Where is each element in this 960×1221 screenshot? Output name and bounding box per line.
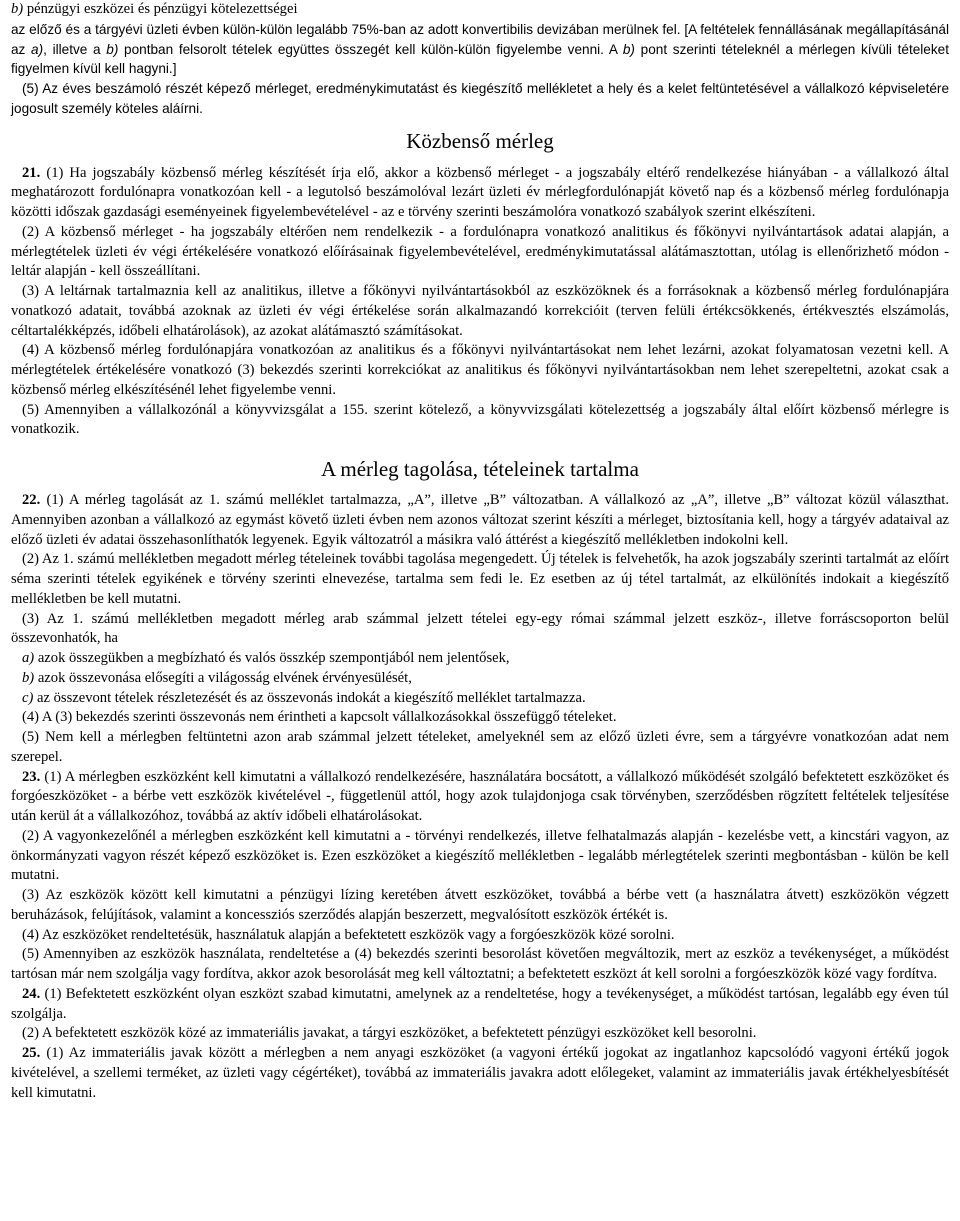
paragraph-signature: (5) Az éves beszámoló részét képező mérleget, eredménykimutatást és kiegészítő mellékletet a hely és a kelet feltüntetésével a vállalkozó képviseletére jogosult személy köteles aláírni.	[11, 81, 949, 116]
section-21-paragraph-5: (5) Amennyiben a vállalkozónál a könyvvizsgálat a 155. szerint kötelező, a könyvvizsgálati kötelezettség a jogszabály által előírt közbenső mérlegre is vonatkozik.	[11, 401, 949, 438]
item-marker: a)	[22, 650, 35, 666]
item-marker: c)	[22, 689, 34, 706]
section-23-paragraph-2: (2) A vagyonkezelőnél a mérlegben eszközként kell kimutatni a - törvényi rendelkezés, illetve felhatalmazás alapján - kezelésbe vett, a kincstári vagyon, az önkormányzati vagyon részét képező eszközöket is. Ezen eszközöket a kiegészítő mellékletben - legalább mérlegtételek szerinti megbontásban - külön be kell mutatni.	[11, 827, 949, 884]
section-21-paragraph-3: (3) A leltárnak tartalmaznia kell az analitikus, illetve a főkönyvi nyilvántartásokból az eszközöknek és a forrásoknak a közbenső mérleg fordulónapjára vonatkozó adatait, továbbá azoknak az üzleti év végi értékelése során alkalmazandó korrekcióit (terven felüli értékcsökkenés, értékvesztés elszámolás, céltartalékképzés, időbeli elhatárolások), az azokat alátámasztó számításokat.	[11, 283, 949, 339]
section-heading-kozbenso-merleg: Közbenső mérleg	[406, 128, 554, 153]
section-number: 22.	[22, 492, 41, 508]
list-item-a: a) azok összegükben a megbízható és valós összkép szempontjából nem jelentősek,	[22, 650, 510, 666]
item-marker: b)	[11, 1, 24, 17]
section-24-paragraph-2: (2) A befektetett eszközök közé az immateriális javakat, a tárgyi eszközöket, a befektetett pénzügyi eszközöket kell besorolni.	[22, 1025, 757, 1042]
section-22-paragraph-2: (2) Az 1. számú mellékletben megadott mérleg tételeinek további tagolása megengedett. Új tételek is felvehetők, ha azok jogszabály szerinti tartalmát az előírt séma szerinti tételek egyikének e törvény szerinti elnevezése, tartalma sem fedi le. Ez esetben az új tétel tartalmát, az elkülönítés indokait a kiegészítő mellékletben be kell mutatni.	[11, 551, 949, 607]
section-22-paragraph-3: (3) Az 1. számú mellékletben megadott mérleg arab számmal jelzett tételei egy-egy római számmal jelzett eszköz-, illetve forráscsoporton belül összevonhatók, ha	[11, 610, 949, 647]
section-heading-merleg-tagolasa: A mérleg tagolása, tételeinek tartalma	[321, 457, 639, 481]
item-marker: b)	[22, 669, 35, 686]
paragraph-condition: az előző és a tárgyévi üzleti évben külön-külön legalább 75%-ban az adott konvertibilis devizában merülnek fel. [A feltételek fennállásának megállapításánál az a), illetve a b) pontban felsorolt tételek együttes összegét kell külön-külön figyelembe venni. A b) pont szerinti tételeknél a mérlegen kívüli tételeket figyelmen kívül kell hagyni.]	[11, 21, 949, 77]
section-21-paragraph-4: (4) A közbenső mérleg fordulónapjára vonatkozóan az analitikus és a főkönyvi nyilvántartásokat nem lehet lezárni, azokat folyamatosan vezetni kell. A mérlegtételek értékelésére vonatkozó (3) bekezdés szerinti korrekciókat az analitikus és főkönyvi nyilvántartásokban nem lehet szerepeltetni, azokat csak a közbenső mérleg elkészítésénél lehet figyelembe venni.	[11, 342, 949, 398]
section-24-paragraph-1: 24. (1) Befektetett eszközként olyan eszközt szabad kimutatni, amelynek az a rendeltetése, hogy a tevékenységet, a működést tartósan, legalább egy éven túl szolgálja.	[11, 985, 949, 1022]
section-number: 21.	[22, 164, 47, 181]
section-23-paragraph-3: (3) Az eszközök között kell kimutatni a pénzügyi lízing keretében átvett eszközöket, továbbá a bérbe vett (a használatra átvett) eszközökön végzett beruházások, felújítások, valamint a koncessziós szerződés alapján beszerzett, megvalósított eszközök értékét is.	[11, 887, 949, 923]
section-22-paragraph-4: (4) A (3) bekezdés szerinti összevonás nem érintheti a kapcsolt vállalkozásokkal összefüggő tételeket.	[22, 709, 617, 726]
section-21-paragraph-2: (2) A közbenső mérleget - ha jogszabály eltérően nem rendelkezik - a fordulónapra vonatkozó analitikus és főkönyvi nyilvántartások adatai alapján, a mérlegtételek üzleti év végi értékelésére vonatkozó előírásainak figyelembevételével, eredménykimutatással alátámasztottan, utólag is ellenőrizhető módon - leltár alapján - kell összeállítani.	[11, 223, 949, 280]
section-number: 25.	[22, 1045, 41, 1061]
list-item-c: c) az összevont tételek részletezését és az összevonás indokát a kiegészítő melléklet tartalmazza.	[22, 689, 586, 706]
section-number: 24.	[22, 985, 41, 1002]
section-23-paragraph-5: (5) Amennyiben az eszközök használata, rendeltetése a (4) bekezdés szerinti besorolást követően megváltozik, mert az eszköz a tevékenységet, a működést tartósan már nem szolgálja vagy fordítva, akkor azok besorolását meg kell változtatni; a befektetett eszközt át kell sorolni a forgóeszközök közé vagy fordítva.	[11, 946, 949, 982]
section-22-paragraph-1: 22. (1) A mérleg tagolását az 1. számú melléklet tartalmazza, „A”, illetve „B” változatban. A vállalkozó az „A”, illetve „B” változat közül választhat. Amennyiben azonban a vállalkozó az egymást követő üzleti évben nem azonos változat szerint készíti a mérleget, biztosítania kell, hogy a tárgyév adataival az előző üzleti év adatai összehasonlíthatók legyenek. Egyik változatról a másikra való áttérést a kiegészítő mellékletben indokolni kell.	[11, 492, 949, 548]
section-23-paragraph-1: 23. (1) A mérlegben eszközként kell kimutatni a vállalkozó rendelkezésére, használatára bocsátott, a vállalkozó működését szolgáló befektetett eszközöket és forgóeszközöket - a bérbe vett eszközök kivételével -, függetlenül attól, hogy azok tulajdonjoga csak törvényben, szerződésben rögzített feltételek teljesítése után kerül át a vállalkozóhoz, továbbá az aktív időbeli elhatárolásokat.	[11, 768, 949, 824]
section-21-paragraph-1: 21. (1) Ha jogszabály közbenső mérleg készítését írja elő, akkor a közbenső mérleget - a jogszabály eltérő rendelkezése hiányában - a vállalkozó által meghatározott fordulónapra vonatkozóan kell - a legutolsó beszámolóval lezárt üzleti év mérlegfordulónapját követő nap és a közbenső mérleg fordulónapja közötti időszak gazdasági eseményeinek figyelembevételével - az e törvény szerinti beszámolóra vonatkozó szabályok szerint elkészíteni.	[11, 164, 950, 220]
section-22-paragraph-5: (5) Nem kell a mérlegben feltüntetni azon arab számmal jelzett tételeket, amelyeknél sem az előző üzleti évre, sem a tárgyévre vonatkozóan adat nem szerepel.	[11, 729, 949, 765]
section-23-paragraph-4: (4) Az eszközöket rendeltetésük, használatuk alapján a befektetett eszközök vagy a forgóeszközök közé sorolni.	[22, 926, 675, 943]
item-text: pénzügyi eszközei és pénzügyi kötelezettségei	[23, 1, 298, 17]
section-25-paragraph-1: 25. (1) Az immateriális javak között a mérlegben a nem anyagi eszközöket (a vagyoni értékű jogokat az ingatlanhoz kapcsolódó vagyoni értékű jogok kivételével, a szellemi terméket, az üzleti vagy cégértéket), továbbá az immateriális javakra adott előlegeket, valamint az immateriális javak értékhelyesbítését kell kimutatni.	[11, 1045, 949, 1101]
list-item-b	[11, 0, 949, 20]
list-item-b: b) azok összevonása elősegíti a világosság elvének érvényesülését,	[22, 669, 412, 686]
section-number: 23.	[22, 768, 41, 785]
